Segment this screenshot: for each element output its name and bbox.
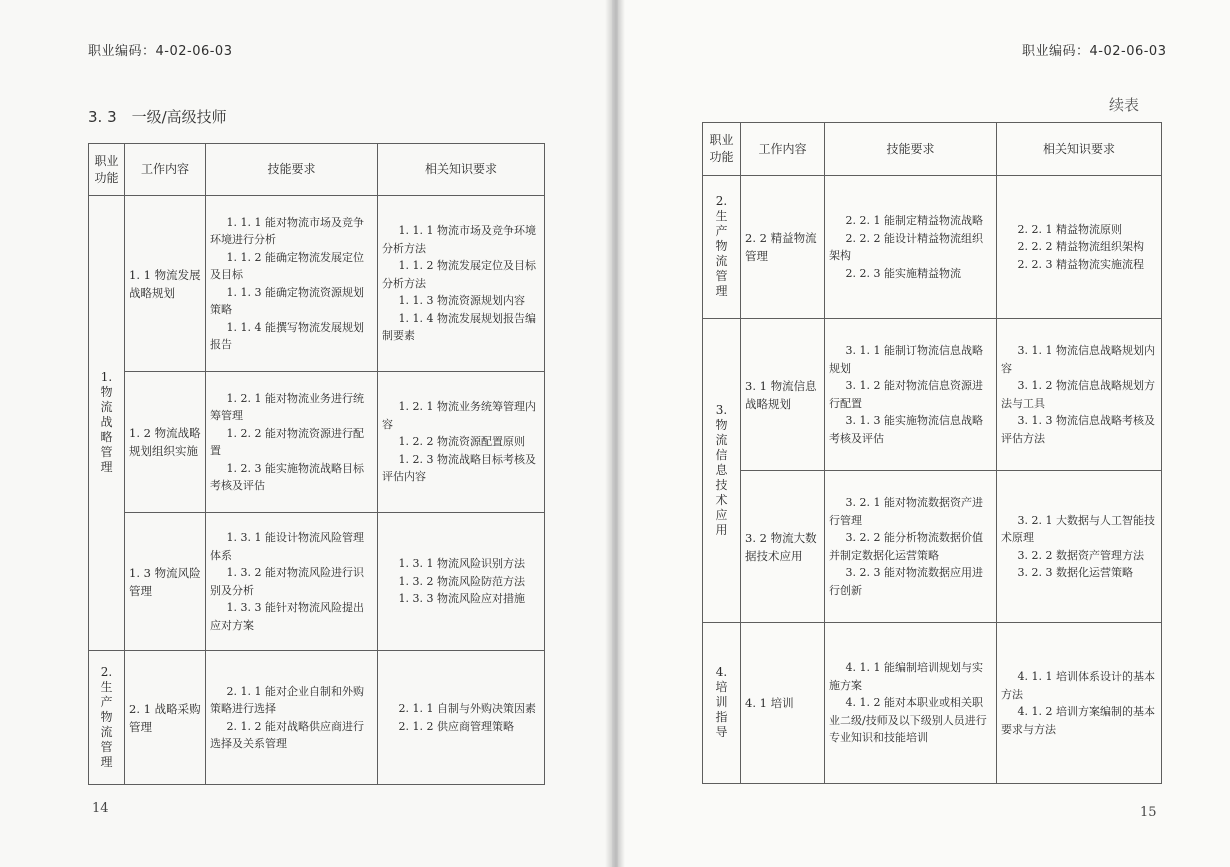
- knowledge-item: 1. 1. 1 物流市场及竞争环境分析方法: [382, 224, 536, 255]
- skill-item: 1. 3. 3 能针对物流风险提出应对方案: [210, 601, 364, 632]
- knowledge-item: 2. 1. 2 供应商管理策略: [398, 719, 514, 733]
- work-cell: 3. 1 物流信息战略规划: [741, 319, 825, 471]
- knowledge-item: 3. 2. 3 数据化运营策略: [1017, 566, 1133, 579]
- knowledge-cell: [378, 372, 545, 513]
- work-cell: 2. 2 精益物流管理: [741, 176, 825, 319]
- skill-item: 1. 1. 4 能撰写物流发展规划报告: [210, 320, 364, 351]
- knowledge-item: 3. 2. 1 大数据与人工智能技术原理: [1001, 513, 1155, 544]
- skills-cell: [825, 319, 997, 471]
- right-skills-table: [702, 122, 1162, 784]
- skill-item: 4. 1. 1 能编制培训规划与实施方案: [829, 661, 983, 692]
- skill-item: 3. 1. 3 能实施物流信息战略考核及评估: [829, 414, 983, 445]
- knowledge-cell: [997, 176, 1162, 319]
- skills-cell: [825, 176, 997, 319]
- knowledge-item: 1. 1. 3 物流资源规划内容: [398, 294, 525, 308]
- function-cell: 2.生产物流管理: [89, 651, 125, 785]
- table-row: [89, 196, 545, 372]
- knowledge-item: 2. 2. 1 精益物流原则: [1017, 222, 1122, 236]
- table-header-row: [703, 123, 1162, 176]
- knowledge-item: 1. 3. 3 物流风险应对措施: [398, 592, 525, 606]
- left-occupation-code: 职业编码：4-02-06-03: [88, 44, 233, 59]
- skill-item: 2. 1. 2 能对战略供应商进行选择及关系管理: [210, 719, 364, 750]
- work-cell: 3. 2 物流大数据技术应用: [741, 471, 825, 623]
- table-row: [703, 471, 1162, 623]
- knowledge-item: 4. 1. 1 培训体系设计的基本方法: [1001, 670, 1155, 701]
- skill-item: 3. 2. 3 能对物流数据应用进行创新: [829, 566, 983, 597]
- knowledge-item: 1. 2. 2 物流资源配置原则: [398, 435, 525, 449]
- knowledge-cell: [378, 513, 545, 651]
- knowledge-item: 3. 1. 2 物流信息战略规划方法与工具: [1001, 379, 1155, 410]
- skill-item: 1. 3. 1 能设计物流风险管理体系: [210, 531, 364, 562]
- work-cell: 2. 1 战略采购管理: [125, 651, 206, 785]
- knowledge-cell: [378, 196, 545, 372]
- knowledge-item: 3. 1. 1 物流信息战略规划内容: [1001, 344, 1155, 375]
- function-cell: 4.培训指导: [703, 623, 741, 784]
- col-header-function: 职业功能: [89, 144, 125, 196]
- skill-item: 3. 2. 2 能分析物流数据价值并制定数据化运营策略: [829, 531, 983, 562]
- knowledge-item: 3. 1. 3 物流信息战略考核及评估方法: [1001, 414, 1155, 445]
- knowledge-item: 1. 1. 2 物流发展定位及目标分析方法: [382, 259, 536, 290]
- skill-item: 1. 1. 2 能确定物流发展定位及目标: [210, 250, 364, 281]
- skill-item: 3. 2. 1 能对物流数据资产进行管理: [829, 496, 983, 527]
- left-page-number: 14: [92, 801, 109, 816]
- knowledge-item: 1. 2. 1 物流业务统筹管理内容: [382, 400, 536, 431]
- knowledge-item: 4. 1. 2 培训方案编制的基本要求与方法: [1001, 705, 1155, 736]
- table-row: [703, 319, 1162, 471]
- knowledge-item: 2. 2. 2 精益物流组织架构: [1017, 240, 1144, 254]
- skills-cell: [825, 471, 997, 623]
- table-row: [89, 651, 545, 785]
- knowledge-item: 1. 3. 2 物流风险防范方法: [398, 574, 525, 588]
- table-row: [89, 372, 545, 513]
- skill-item: 1. 1. 1 能对物流市场及竞争环境进行分析: [210, 215, 364, 246]
- table-row: [89, 513, 545, 651]
- skill-item: 2. 2. 2 能设计精益物流组织架构: [829, 231, 983, 262]
- skill-item: 1. 2. 3 能实施物流战略目标考核及评估: [210, 461, 364, 492]
- knowledge-item: 1. 2. 3 物流战略目标考核及评估内容: [382, 452, 536, 484]
- right-page-number: 15: [1140, 805, 1157, 820]
- book-gutter: [605, 0, 625, 867]
- skill-item: 1. 2. 2 能对物流资源进行配置: [210, 426, 364, 457]
- skills-cell: [206, 372, 378, 513]
- knowledge-cell: [997, 471, 1162, 623]
- skills-cell: [206, 651, 378, 785]
- knowledge-item: 1. 3. 1 物流风险识别方法: [398, 557, 525, 571]
- work-cell: 1. 3 物流风险管理: [125, 513, 206, 651]
- knowledge-cell: [378, 651, 545, 785]
- skill-item: 2. 2. 3 能实施精益物流: [845, 266, 961, 280]
- col-header-knowledge: 相关知识要求: [378, 144, 545, 196]
- skill-item: 2. 2. 1 能制定精益物流战略: [845, 214, 983, 227]
- knowledge-item: 2. 1. 1 自制与外购决策因素: [398, 702, 536, 715]
- skill-item: 3. 1. 1 能制订物流信息战略规划: [829, 344, 983, 375]
- table-row: [703, 623, 1162, 784]
- function-cell: 3.物流信息技术应用: [703, 319, 741, 623]
- work-cell: 1. 2 物流战略规划组织实施: [125, 372, 206, 513]
- skill-item: 1. 3. 2 能对物流风险进行识别及分析: [210, 566, 364, 597]
- right-occupation-code: 职业编码：4-02-06-03: [1022, 44, 1167, 59]
- skill-item: 3. 1. 2 能对物流信息资源进行配置: [829, 379, 983, 410]
- table-row: [703, 176, 1162, 319]
- skills-cell: [206, 513, 378, 651]
- skills-cell: [825, 623, 997, 784]
- col-header-skills: 技能要求: [825, 123, 997, 176]
- work-cell: 1. 1 物流发展战略规划: [125, 196, 206, 372]
- skill-item: 1. 2. 1 能对物流业务进行统筹管理: [210, 391, 364, 422]
- section-title: 3. 3 一级/高级技师: [88, 108, 227, 126]
- skill-item: 4. 1. 2 能对本职业或相关职业二级/技师及以下级别人员进行专业知识和技能培训: [829, 696, 987, 745]
- skill-item: 1. 1. 3 能确定物流资源规划策略: [210, 285, 364, 316]
- knowledge-item: 3. 2. 2 数据资产管理方法: [1017, 548, 1144, 562]
- knowledge-item: 2. 2. 3 精益物流实施流程: [1017, 257, 1144, 271]
- knowledge-cell: [997, 623, 1162, 784]
- col-header-work: 工作内容: [125, 144, 206, 196]
- work-cell: 4. 1 培训: [741, 623, 825, 784]
- skill-item: 2. 1. 1 能对企业自制和外购策略进行选择: [210, 684, 364, 715]
- knowledge-cell: [997, 319, 1162, 471]
- knowledge-item: 1. 1. 4 物流发展规划报告编制要素: [382, 311, 536, 343]
- function-cell: 1.物流战略管理: [89, 196, 125, 651]
- table-header-row: [89, 144, 545, 196]
- col-header-skills: 技能要求: [206, 144, 378, 196]
- col-header-work: 工作内容: [741, 123, 825, 176]
- col-header-function: 职业功能: [703, 123, 741, 176]
- continued-label: 续表: [1109, 96, 1140, 114]
- function-cell: 2.生产物流管理: [703, 176, 741, 319]
- skills-cell: [206, 196, 378, 372]
- left-skills-table: [88, 143, 545, 785]
- col-header-knowledge: 相关知识要求: [997, 123, 1162, 176]
